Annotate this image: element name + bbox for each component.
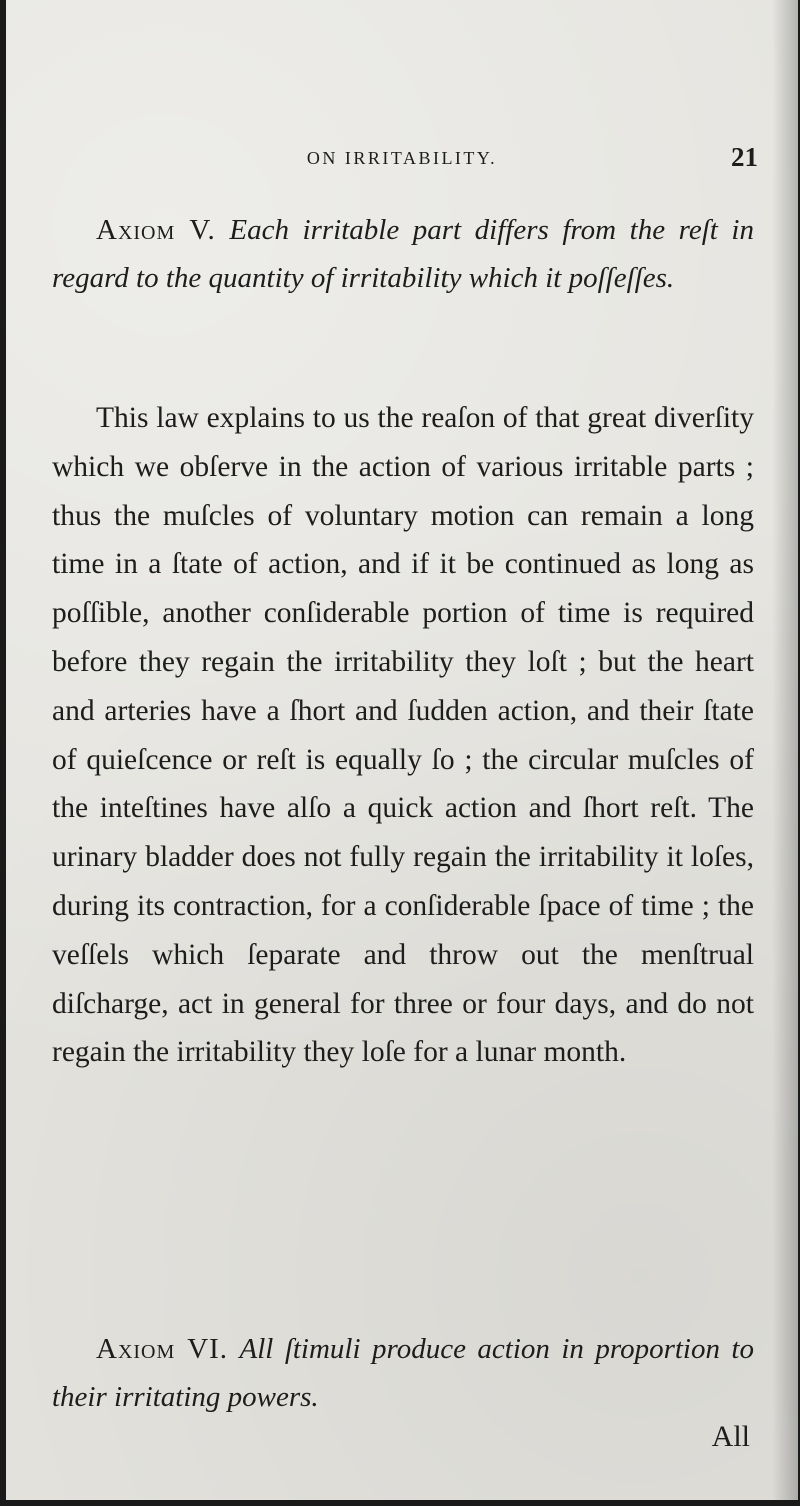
axiom-v-text: Each irritable part differs from the reſt in regard to the quantity of irritability which it poſſeſſes. — [52, 214, 754, 294]
book-page — [6, 0, 798, 1500]
axiom-vi — [52, 1325, 754, 1421]
body-paragraph — [52, 394, 754, 1077]
page-number: 21 — [731, 142, 758, 172]
axiom-vi-text: All ſtimuli produce action in proportion to their irritating powers. — [52, 1333, 754, 1413]
axiom-v-label: Axiom V. — [96, 214, 216, 246]
catchword: All — [711, 1420, 750, 1453]
axiom-vi-label: Axiom VI. — [96, 1333, 229, 1365]
page-edge-shadow — [772, 0, 798, 1500]
axiom-v — [52, 206, 754, 302]
page-header — [46, 142, 758, 180]
running-head: ON IRRITABILITY. — [306, 148, 498, 168]
body-paragraph-text: This law explains to us the reaſon of that great diverſity which we obſerve in the action of various irritable parts ; thus the muſcles of voluntary motion can remain a long time in a ſtate of action, and if it be continued as long as poſſible, another conſiderable portion of time is required before they regain the irritability they loſt ; but the heart and arteries have a ſhort and ſudden action, and their ſtate of quieſcence or reſt is equally ſo ; the circular muſcles of the inteſtines have alſo a quick action and ſhort reſt. The urinary bladder does not fully regain the irritability it loſes, during its contraction, for a conſiderable ſpace of time ; the veſſels which ſeparate and throw out the menſtrual diſcharge, act in general for three or four days, and do not regain the irritability they loſe for a lunar month. — [52, 402, 754, 1069]
